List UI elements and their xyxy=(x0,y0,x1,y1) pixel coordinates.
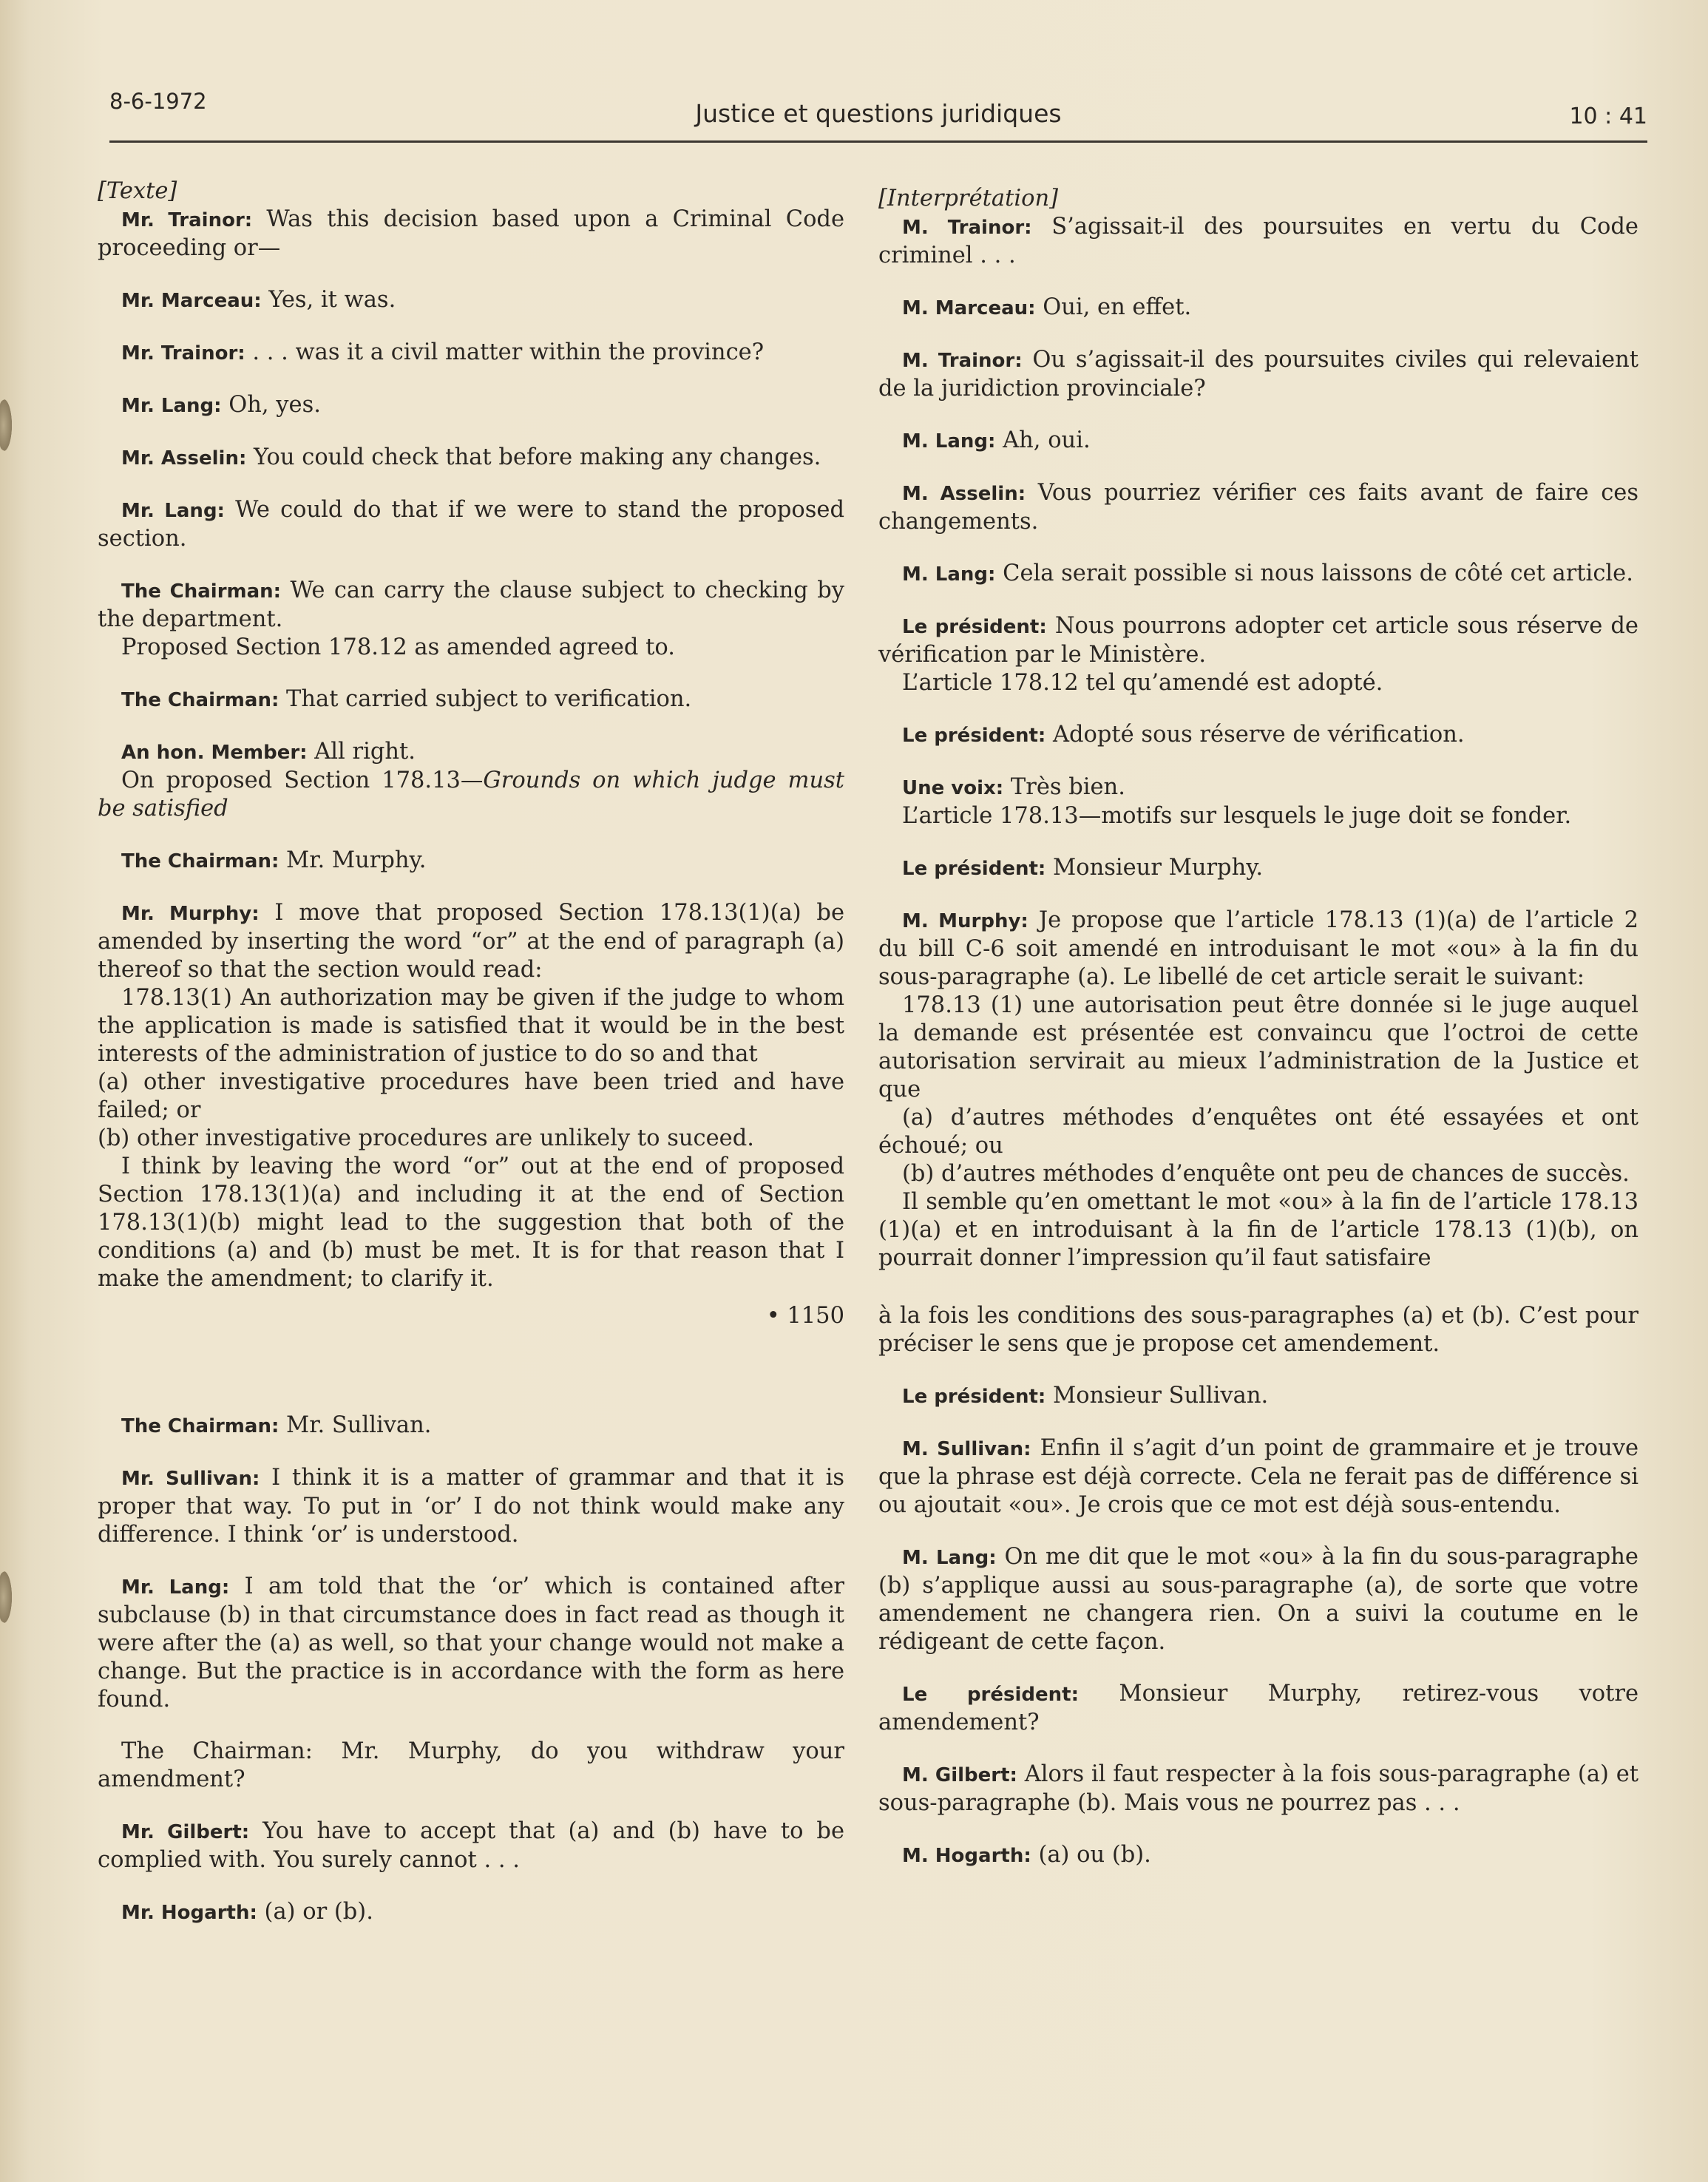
binder-hole-mark xyxy=(0,1571,12,1623)
speech-text: Mr. Murphy. xyxy=(279,847,427,873)
speech-text: All right. xyxy=(307,739,416,765)
speech-text: We can carry the clause subject to checking by the department. xyxy=(98,577,844,632)
speech-turn xyxy=(98,391,844,420)
speaker-name: Mr. Marceau: xyxy=(121,290,262,312)
speech-turn xyxy=(98,1464,844,1549)
speech-text: Ah, oui. xyxy=(995,427,1091,453)
speech-turn xyxy=(878,854,1638,883)
speaker-name: Le président: xyxy=(902,616,1047,638)
speech-turn xyxy=(98,899,844,984)
speech-text: à la fois les conditions des sous-paragraphes (a) et (b). C’est pour préciser le sens que je propose cet amendement. xyxy=(878,1303,1638,1357)
speaker-name: An hon. Member: xyxy=(121,742,308,764)
speech-text: Monsieur Murphy, retirez-vous votre amendement? xyxy=(878,1681,1638,1735)
speech-text: Il semble qu’en omettant le mot «ou» à la fin de l’article 178.13 (1)(a) et en introduisant à la fin de l’article 178.13 (1)(b), on pourrait donner l’impression qu’il faut satisfaire xyxy=(878,1189,1638,1271)
speaker-name: The Chairman: xyxy=(121,850,279,873)
speaker-name: Mr. Lang: xyxy=(121,395,222,417)
speaker-name: Mr. Asselin: xyxy=(121,447,247,470)
speaker-name: M. Lang: xyxy=(902,563,996,586)
speech-text: I move that proposed Section 178.13(1)(a) be amended by inserting the word “or” at the end of paragraph (a) thereof so that the section would read: xyxy=(98,900,845,983)
speech-text: Yes, it was. xyxy=(261,287,396,313)
procedural-note: L’article 178.13—motifs sur lesquels le juge doit se fonder. xyxy=(902,803,1572,829)
speech-text: Vous pourriez vérifier ces faits avant de faire ces changements. xyxy=(878,480,1638,535)
speech-turn xyxy=(878,560,1638,589)
speech-turn xyxy=(878,213,1638,270)
speaker-name: M. Sullivan: xyxy=(902,1438,1031,1460)
speech-turn xyxy=(878,479,1638,536)
speech-turn xyxy=(878,1761,1638,1817)
speech-turn xyxy=(98,339,844,367)
speaker-name: Mr. Trainor: xyxy=(121,209,253,231)
speaker-name: The Chairman: xyxy=(121,1415,279,1437)
language-marker: [Texte] xyxy=(98,178,177,204)
running-header xyxy=(109,89,1647,143)
quoted-clause: 178.13 (1) une autorisation peut être donnée si le juge auquel la demande est présentée est convaincu que l’octroi de cette autorisation servirait au mieux l’administration de la Justice et que xyxy=(878,992,1638,1102)
note-text: On proposed Section 178.13— xyxy=(121,768,484,793)
speaker-name: Mr. Gilbert: xyxy=(121,1821,250,1843)
speaker-name: Le président: xyxy=(902,1684,1079,1706)
speech-text: Ou s’agissait-il des poursuites civiles qui relevaient de la juridiction provinciale? xyxy=(878,347,1638,401)
speech-text: That carried subject to verification. xyxy=(279,686,692,712)
spacer xyxy=(878,1273,1638,1302)
speaker-name: Le président: xyxy=(902,858,1046,880)
speech-turn xyxy=(878,294,1638,322)
procedural-note: Proposed Section 178.12 as amended agreed to. xyxy=(121,634,675,660)
speech-text: Monsieur Sullivan. xyxy=(1046,1383,1269,1409)
section-heading: Grounds on which judge must be satisfied xyxy=(98,768,844,821)
speech-turn xyxy=(98,738,844,767)
header-page-number: 10 : 41 xyxy=(1569,104,1647,129)
speech-text: Très bien. xyxy=(1003,774,1125,800)
speech-text: (a) ou (b). xyxy=(1031,1842,1151,1868)
speech-turn xyxy=(878,1680,1638,1737)
procedural-note: L’article 178.12 tel qu’amendé est adopté. xyxy=(902,670,1383,696)
speaker-name: M. Hogarth: xyxy=(902,1845,1031,1867)
speech-turn xyxy=(878,1841,1638,1870)
speech-turn xyxy=(98,847,844,875)
speech-turn xyxy=(98,577,844,634)
speech-text: (a) or (b). xyxy=(257,1899,373,1925)
language-marker: [Interprétation] xyxy=(878,186,1058,211)
speech-turn xyxy=(878,721,1638,750)
speaker-name: The Chairman: xyxy=(121,580,282,603)
speaker-name: M. Lang: xyxy=(902,1547,997,1569)
speech-turn xyxy=(878,1382,1638,1411)
speech-turn xyxy=(98,1573,844,1714)
speaker-name: M. Gilbert: xyxy=(902,1764,1017,1786)
speaker-name: Mr. Lang: xyxy=(121,500,225,522)
speaker-name: Mr. Hogarth: xyxy=(121,1902,257,1924)
speech-text: We could do that if we were to stand the proposed section. xyxy=(98,497,844,552)
speaker-name: Mr. Trainor: xyxy=(121,342,245,365)
speech-text: On me dit que le mot «ou» à la fin du sous-paragraphe (b) s’applique aussi au sous-paragraphe (a), de sorte que votre amendement ne changera rien. On a suivi la coutume en le rédigeant de cette façon. xyxy=(878,1544,1638,1655)
speaker-name: Une voix: xyxy=(902,777,1004,799)
speaker-name: M. Murphy: xyxy=(902,910,1028,932)
speaker-name: M. Marceau: xyxy=(902,297,1036,319)
speech-turn xyxy=(878,427,1638,455)
quoted-clause: (b) d’autres méthodes d’enquête ont peu de chances de succès. xyxy=(902,1161,1630,1187)
speech-turn xyxy=(878,907,1638,992)
header-date: 8-6-1972 xyxy=(109,89,207,114)
spacer xyxy=(98,1330,844,1388)
speech-text: Adopté sous réserve de vérification. xyxy=(1046,722,1465,748)
speaker-name: Mr. Lang: xyxy=(121,1576,230,1599)
speech-turn xyxy=(98,286,844,315)
quoted-clause: (a) d’autres méthodes d’enquêtes ont été essayées et ont échoué; ou xyxy=(878,1105,1638,1159)
speech-text: Nous pourrons adopter cet article sous réserve de vérification par le Ministère. xyxy=(878,613,1638,668)
speech-text: Was this decision based upon a Criminal Code proceeding or— xyxy=(98,206,845,261)
speech-turn xyxy=(98,685,844,714)
french-column xyxy=(878,185,1638,1870)
speech-turn xyxy=(98,206,844,262)
speech-text: Cela serait possible si nous laissons de côté cet article. xyxy=(995,560,1633,586)
speech-text: Alors il faut respecter à la fois sous-paragraphe (a) et sous-paragraphe (b). Mais vous ne pourrez pas . . . xyxy=(878,1761,1638,1816)
speech-text: Oui, en effet. xyxy=(1035,294,1192,320)
speech-turn xyxy=(878,612,1638,669)
speaker-name: Le président: xyxy=(902,725,1046,747)
quoted-clause: (b) other investigative procedures are unlikely to suceed. xyxy=(98,1125,754,1151)
speech-turn xyxy=(878,346,1638,403)
quoted-clause: (a) other investigative procedures have been tried and have failed; or xyxy=(98,1069,844,1123)
speaker-name: M. Lang: xyxy=(902,430,996,453)
speech-text: Mr. Sullivan. xyxy=(279,1412,432,1438)
time-marker: • 1150 xyxy=(766,1303,844,1329)
speech-text: The Chairman: Mr. Murphy, do you withdraw your amendment? xyxy=(98,1738,844,1792)
speaker-name: M. Trainor: xyxy=(902,350,1023,372)
speaker-name: M. Asselin: xyxy=(902,483,1026,505)
quoted-clause: 178.13(1) An authorization may be given if the judge to whom the application is made is satisfied that it would be in the best interests of the administration of justice to do so and that xyxy=(98,985,844,1067)
speech-turn xyxy=(98,444,844,472)
speech-text: You could check that before making any changes. xyxy=(246,444,821,470)
speech-text: Oh, yes. xyxy=(221,392,321,418)
speaker-name: Mr. Murphy: xyxy=(121,903,260,925)
speech-turn xyxy=(878,1543,1638,1656)
speech-turn xyxy=(878,1434,1638,1519)
speaker-name: M. Trainor: xyxy=(902,217,1032,239)
speech-turn xyxy=(98,496,844,553)
speaker-name: Le président: xyxy=(902,1386,1046,1408)
speech-turn xyxy=(98,1412,844,1440)
speech-turn xyxy=(98,1817,844,1874)
speech-turn xyxy=(98,1898,844,1927)
speech-text: Je propose que l’article 178.13 (1)(a) de l’article 2 du bill C-6 soit amendé en introduisant le mot «ou» à la fin du sous-paragraphe (a). Le libellé de cet article serait le suivant: xyxy=(878,907,1638,990)
speech-text: I think by leaving the word “or” out at the end of proposed Section 178.13(1)(a) and including it at the end of Section 178.13(1)(b) might lead to the suggestion that both of the conditions (a) and (b) must be met. It is for that reason that I make the amendment; to clarify it. xyxy=(98,1153,844,1292)
english-column xyxy=(98,177,844,1927)
speech-text: I think it is a matter of grammar and that it is proper that way. To put in ‘or’ I do not think would make any difference. I think ‘or’ is understood. xyxy=(98,1465,844,1548)
speech-text: Monsieur Murphy. xyxy=(1046,855,1264,881)
speaker-name: Mr. Sullivan: xyxy=(121,1468,260,1490)
speech-text: S’agissait-il des poursuites en vertu du Code criminel . . . xyxy=(878,214,1638,268)
speech-text: . . . was it a civil matter within the province? xyxy=(245,339,765,365)
procedural-note xyxy=(98,767,844,823)
speech-text: I am told that the ‘or’ which is contained after subclause (b) in that circumstance does in fact read as though it were after the (a) as well, so that your change would not make a change. But the practice is in accordance with the form as here found. xyxy=(98,1573,844,1712)
header-title: Justice et questions juridiques xyxy=(695,99,1062,128)
speech-turn xyxy=(878,773,1638,802)
speech-text: You have to accept that (a) and (b) have to be complied with. You surely cannot . . . xyxy=(98,1818,844,1873)
speech-text: Enfin il s’agit d’un point de grammaire et je trouve que la phrase est déjà correcte. Cela ne ferait pas de différence si ou ajoutait «ou». Je crois que ce mot est déjà sous-entendu. xyxy=(878,1435,1638,1518)
binder-hole-mark xyxy=(0,399,12,451)
speaker-name: The Chairman: xyxy=(121,689,279,711)
